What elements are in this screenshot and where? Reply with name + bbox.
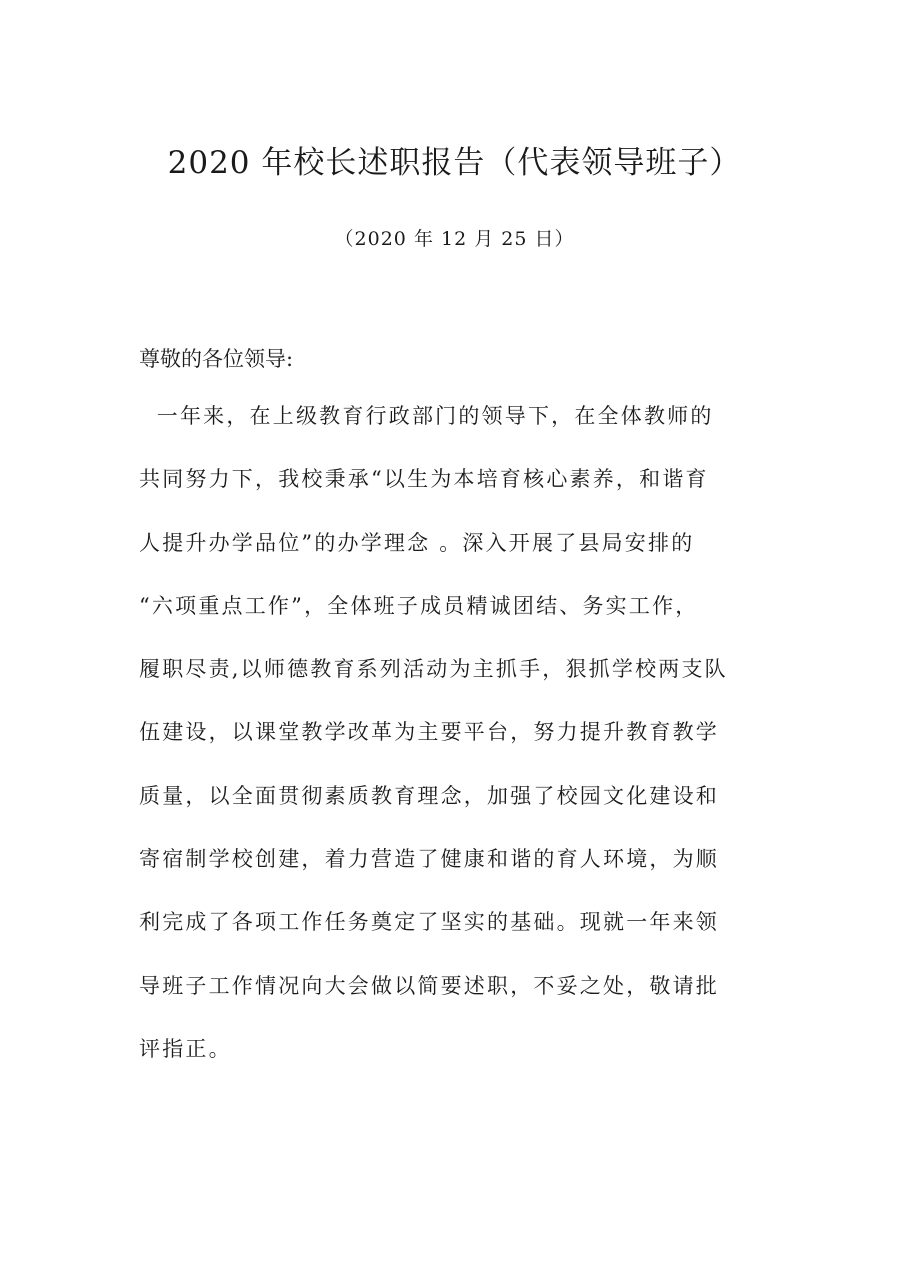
body-line: “六项重点工作”，全体班子成员精诚团结、务实工作， xyxy=(139,593,699,618)
body-line: 伍建设，以课堂教学改革为主要平台，努力提升教育教学 xyxy=(139,720,719,745)
document-title: 2020 年校长述职报告（代表领导班子） xyxy=(167,145,742,181)
body-line: 利完成了各项工作任务奠定了坚实的基础。现就一年来领 xyxy=(139,910,719,935)
body-line: 一年来，在上级教育行政部门的领导下，在全体教师的 xyxy=(139,404,714,428)
body-line: 评指正。 xyxy=(139,1036,232,1061)
body-line: 寄宿制学校创建，着力营造了健康和谐的育人环境，为顺 xyxy=(139,847,719,872)
body-line: 导班子工作情况向大会做以简要述职，不妥之处，敬请批 xyxy=(139,973,719,998)
body-paragraph xyxy=(139,400,779,1096)
document-date: （2020 年 12 月 25 日） xyxy=(334,228,575,250)
body-line: 共同努力下，我校秉承“以生为本培育核心素养，和谐育 xyxy=(139,467,709,492)
body-line: 人提升办学品位”的办学理念 。深入开展了县局安排的 xyxy=(139,530,695,555)
greeting: 尊敬的各位领导: xyxy=(139,347,294,371)
body-line: 质量，以全面贯彻素质教育理念，加强了校园文化建设和 xyxy=(139,783,719,808)
body-line: 履职尽责,以师德教育系列活动为主抓手，狠抓学校两支队 xyxy=(139,657,728,682)
